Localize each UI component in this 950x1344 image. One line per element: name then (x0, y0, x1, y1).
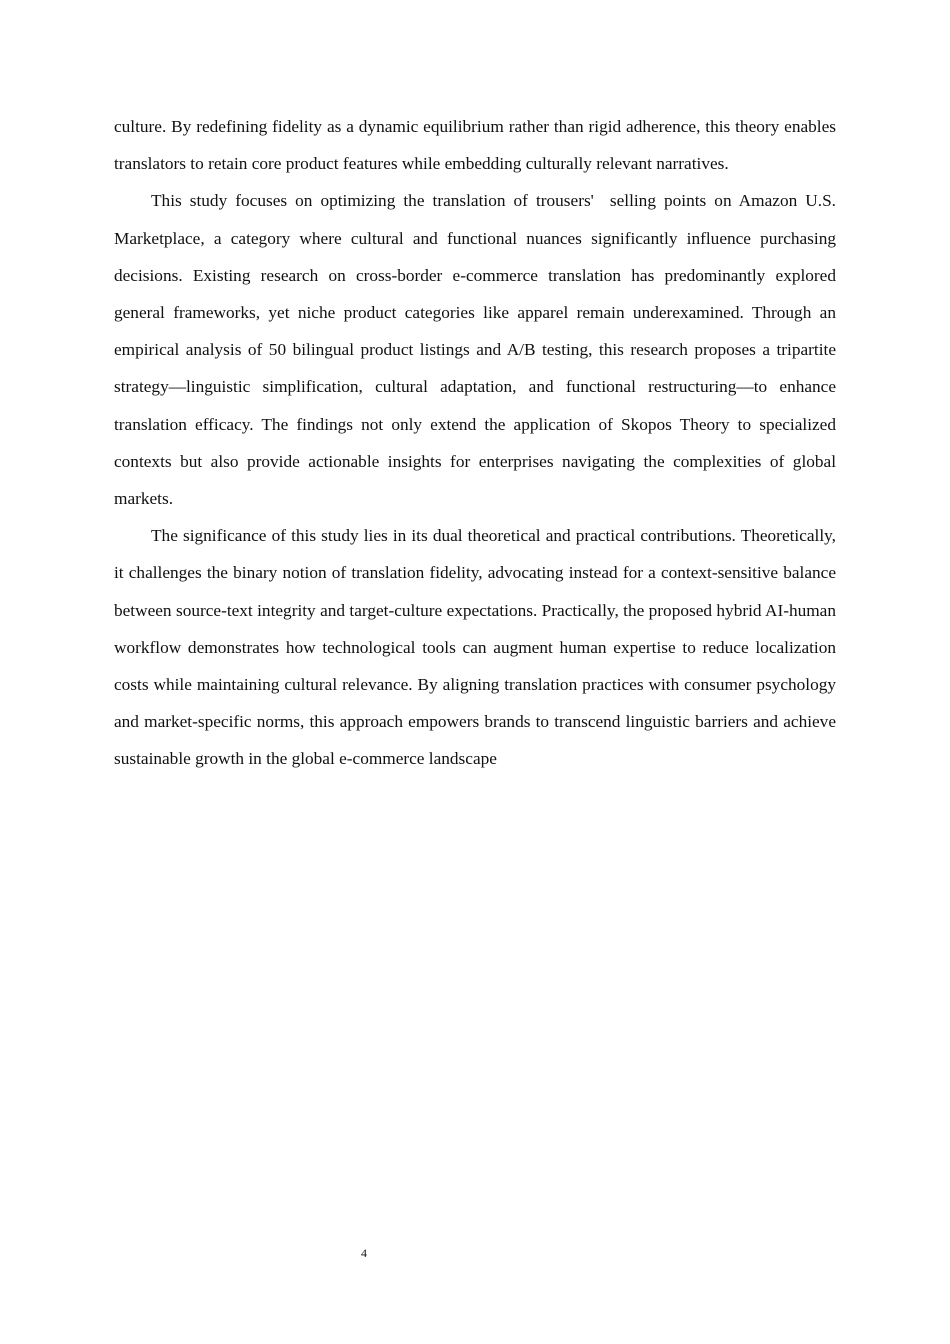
body-text (114, 108, 836, 778)
paragraph-study-focus: This study focuses on optimizing the translation of trousers' selling points on Amazon U.S. Marketplace, a category where cultural and functional nuances significantly influence purchasing decisions. Existing research on cross-border e-commerce translation has predominantly explored general frameworks, yet niche product categories like apparel remain underexamined. Through an empirical analysis of 50 bilingual product listings and A/B testing, this research proposes a tripartite strategy—linguistic simplification, cultural adaptation, and functional restructuring—to enhance translation efficacy. The findings not only extend the application of Skopos Theory to specialized contexts but also provide actionable insights for enterprises navigating the complexities of global markets. (114, 191, 836, 509)
paragraph-significance: The significance of this study lies in its dual theoretical and practical contributions. Theoretically, it challenges the binary notion of translation fidelity, advocating instead for a context-sensitive balance between source-text integrity and target-culture expectations. Practically, the proposed hybrid AI-human workflow demonstrates how technological tools can augment human expertise to reduce localization costs while maintaining cultural relevance. By aligning translation practices with consumer psychology and market-specific norms, this approach empowers brands to transcend linguistic barriers and achieve sustainable growth in the global e-commerce landscape (114, 526, 836, 769)
page-number: 4 (361, 1246, 367, 1260)
paragraph-continuation: culture. By redefining fidelity as a dynamic equilibrium rather than rigid adherence, this theory enables translators to retain core product features while embedding culturally relevant narratives. (114, 117, 836, 174)
